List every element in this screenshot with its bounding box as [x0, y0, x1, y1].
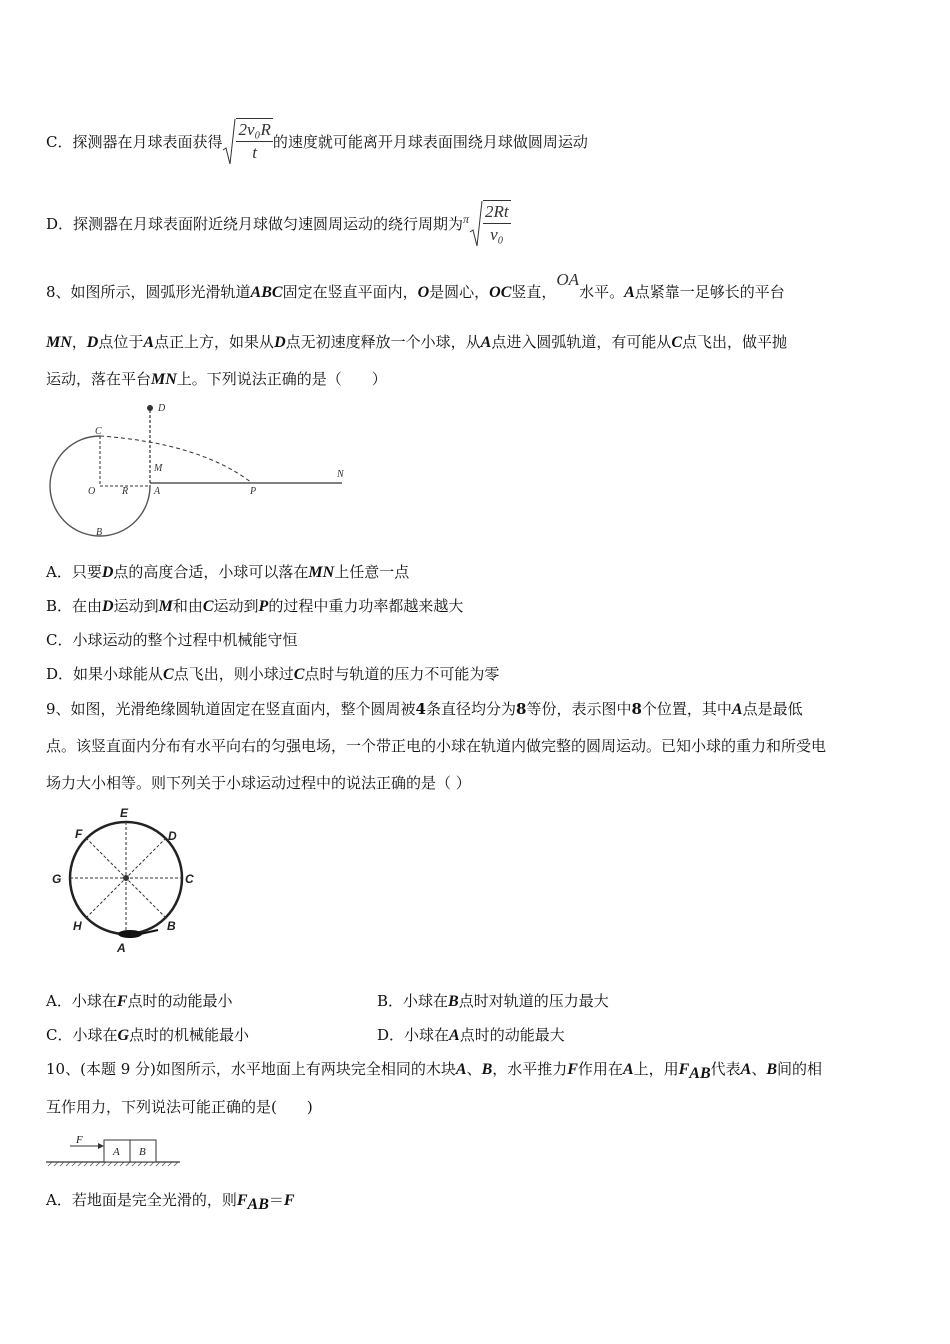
- var: F: [283, 1192, 295, 1209]
- text: 10、(本题 9 分)如图所示，水平地面上有两块完全相同的木块: [46, 1060, 456, 1078]
- text: 场力大小相等。则下列关于小球运动过程中的说法正确的是（ ）: [46, 774, 471, 792]
- var: OC: [489, 284, 512, 301]
- text: 运动到: [113, 597, 159, 615]
- q10-line2: [46, 1097, 313, 1117]
- var: C: [163, 666, 174, 683]
- text: D．如果小球能从: [46, 665, 164, 683]
- var: A: [455, 1061, 467, 1078]
- text: ，: [71, 333, 87, 351]
- var: B: [448, 993, 459, 1010]
- ball: [118, 930, 142, 938]
- q8-option-b: [46, 596, 463, 617]
- text: B．在由: [46, 597, 103, 615]
- label-r: R: [122, 486, 129, 497]
- text: 点是最低: [742, 700, 803, 718]
- text: 点紧靠一足够长的平台: [634, 283, 785, 301]
- q9-line2: [46, 736, 826, 756]
- text: 和由: [172, 597, 203, 615]
- text: ＝: [268, 1191, 284, 1209]
- q8-line1: [46, 270, 785, 303]
- text: 点正上方，如果从: [154, 333, 275, 351]
- q7d-pi: π: [463, 212, 470, 226]
- label-e: E: [120, 806, 129, 820]
- var: ABC: [250, 284, 283, 301]
- text: 上，用: [633, 1060, 679, 1078]
- text: 点。该竖直面内分布有水平向右的匀强电场，一个带正电的小球在轨道内做完整的圆周运动。已知小球的重力和所受电: [46, 737, 827, 755]
- text: 点飞出，则小球过: [173, 665, 294, 683]
- var: MN: [151, 371, 177, 388]
- var: P: [258, 598, 269, 615]
- sqrt-formula: [469, 200, 511, 250]
- var: F: [678, 1061, 690, 1078]
- q7-option-c-pre: C．探测器在月球表面获得: [46, 133, 223, 151]
- text: C．小球运动的整个过程中机械能守恒: [46, 631, 298, 649]
- text: ，水平推力: [492, 1060, 568, 1078]
- q7d-num: 2Rt: [483, 201, 511, 224]
- text: 9、如图，光滑绝缘圆轨道固定在竖直面内，整个圆周被: [46, 700, 416, 718]
- q7-option-c: [46, 118, 588, 168]
- var: F: [567, 1061, 578, 1078]
- label-n: N: [337, 469, 344, 480]
- text: 上任意一点: [334, 563, 410, 581]
- label-a: A: [154, 486, 161, 497]
- text: 点位于: [98, 333, 144, 351]
- label-b: B: [96, 527, 103, 538]
- label-m: M: [154, 463, 163, 474]
- var: C: [202, 598, 214, 615]
- text: B．小球在: [377, 992, 449, 1010]
- text: 的过程中重力功率都越来越大: [268, 597, 464, 615]
- var: D: [101, 564, 114, 581]
- text: 是圆心，: [429, 283, 490, 301]
- var: C: [671, 334, 682, 351]
- label-a: A: [117, 941, 126, 955]
- q9-line3: [46, 773, 471, 793]
- text: 点的高度合适，小球可以落在: [113, 563, 309, 581]
- var: O: [417, 284, 430, 301]
- text: 点时的动能最大: [459, 1026, 565, 1044]
- q10-option-a: [46, 1190, 295, 1215]
- var: D: [102, 598, 114, 615]
- text: 点时的机械能最小: [129, 1026, 250, 1044]
- text: 等份，表示图中: [526, 700, 632, 718]
- text: 固定在竖直平面内，: [282, 283, 418, 301]
- text: 点时与轨道的压力不可能为零: [304, 665, 500, 683]
- q10-line1: [46, 1059, 822, 1084]
- q9-option-b: [377, 991, 609, 1012]
- arrow-head-icon: [98, 1143, 104, 1149]
- var: D: [274, 334, 286, 351]
- q7-option-c-post: 的速度就可能离开月球表面围绕月球做圆周运动: [272, 133, 588, 151]
- var: D: [86, 334, 99, 351]
- q7c-den: t: [252, 143, 258, 162]
- text: 运动到: [213, 597, 259, 615]
- num: 8: [516, 700, 527, 718]
- text: 水平。: [579, 283, 625, 301]
- q7d-den: v₀: [490, 225, 504, 244]
- q8-track-figure: [40, 398, 360, 543]
- text: D．小球在: [377, 1026, 450, 1044]
- text: 间的相: [777, 1060, 823, 1078]
- q9-option-a: [46, 991, 233, 1012]
- var: C: [293, 666, 305, 683]
- text: A．小球在: [46, 992, 117, 1010]
- var: A: [731, 701, 743, 718]
- var: A: [480, 334, 492, 351]
- radical-sign-icon: [469, 200, 483, 250]
- label-g: G: [52, 872, 62, 886]
- var: A: [740, 1061, 752, 1078]
- radical-sign-icon: [222, 118, 236, 168]
- text: 条直径均分为: [425, 700, 516, 718]
- text: 8、如图所示，圆弧形光滑轨道: [46, 283, 251, 301]
- text: 作用在: [577, 1060, 623, 1078]
- text: A．只要: [46, 563, 102, 581]
- subscript: AB: [247, 1196, 269, 1213]
- sqrt-formula: [222, 118, 272, 168]
- label-b: B: [167, 919, 176, 933]
- q7-option-d-pre: D．探测器在月球表面附近绕月球做匀速圆周运动的绕行周期为: [46, 215, 464, 233]
- text: 、: [466, 1060, 482, 1078]
- text: C．小球在: [46, 1026, 118, 1044]
- label-a: A: [113, 1146, 120, 1158]
- label-d: D: [168, 829, 177, 843]
- label-o: O: [88, 486, 96, 497]
- label-p: P: [250, 486, 257, 497]
- var: A: [624, 284, 635, 301]
- label-f: F: [76, 1134, 83, 1146]
- q8-option-a: [46, 562, 409, 583]
- var: B: [766, 1061, 778, 1078]
- label-c: C: [185, 872, 194, 886]
- q9-circle-figure: [44, 800, 214, 960]
- label-d: D: [158, 403, 166, 414]
- var: MN: [46, 334, 72, 351]
- subscript: AB: [689, 1065, 711, 1082]
- q8-option-c: [46, 630, 297, 650]
- text: 个位置，其中: [641, 700, 732, 718]
- q8-line2: [46, 332, 787, 353]
- var: A: [622, 1061, 634, 1078]
- var: A: [143, 334, 155, 351]
- var: A: [449, 1027, 460, 1044]
- q9-line1: [46, 699, 803, 720]
- center-dot: [123, 875, 129, 881]
- text: A．若地面是完全光滑的，则: [46, 1191, 237, 1209]
- var: F: [236, 1192, 248, 1209]
- text: 代表: [710, 1060, 741, 1078]
- var: M: [158, 598, 173, 615]
- q9-option-c: [46, 1025, 249, 1046]
- label-b: B: [139, 1146, 146, 1158]
- q7c-num: 2v₀R: [236, 119, 272, 142]
- text: 竖直，: [511, 283, 557, 301]
- text: 点时对轨道的压力最大: [458, 992, 609, 1010]
- q9-option-d: [377, 1025, 565, 1046]
- label-f: F: [75, 827, 83, 841]
- var: F: [116, 993, 128, 1010]
- num: 8: [631, 700, 642, 718]
- q8-line3: [46, 369, 387, 390]
- trajectory: [100, 436, 252, 483]
- label-h: H: [73, 919, 82, 933]
- text: 点无初速度释放一个小球，从: [285, 333, 481, 351]
- text: 点飞出，做平抛: [682, 333, 788, 351]
- var-oa: OA: [556, 270, 580, 289]
- q7-option-d: [46, 200, 511, 250]
- var: B: [481, 1061, 493, 1078]
- var: MN: [308, 564, 335, 581]
- q8-option-d: [46, 664, 499, 685]
- text: 点时的动能最小: [127, 992, 233, 1010]
- var: G: [117, 1027, 130, 1044]
- text: 运动，落在平台: [46, 370, 152, 388]
- text: 点进入圆弧轨道，有可能从: [491, 333, 672, 351]
- label-c: C: [95, 426, 102, 437]
- text: 上。下列说法正确的是（ ）: [176, 370, 387, 388]
- text: 、: [751, 1060, 767, 1078]
- text: 互作用力，下列说法可能正确的是( ): [46, 1098, 313, 1116]
- q10-blocks-figure: [44, 1132, 184, 1168]
- num: 4: [415, 700, 426, 718]
